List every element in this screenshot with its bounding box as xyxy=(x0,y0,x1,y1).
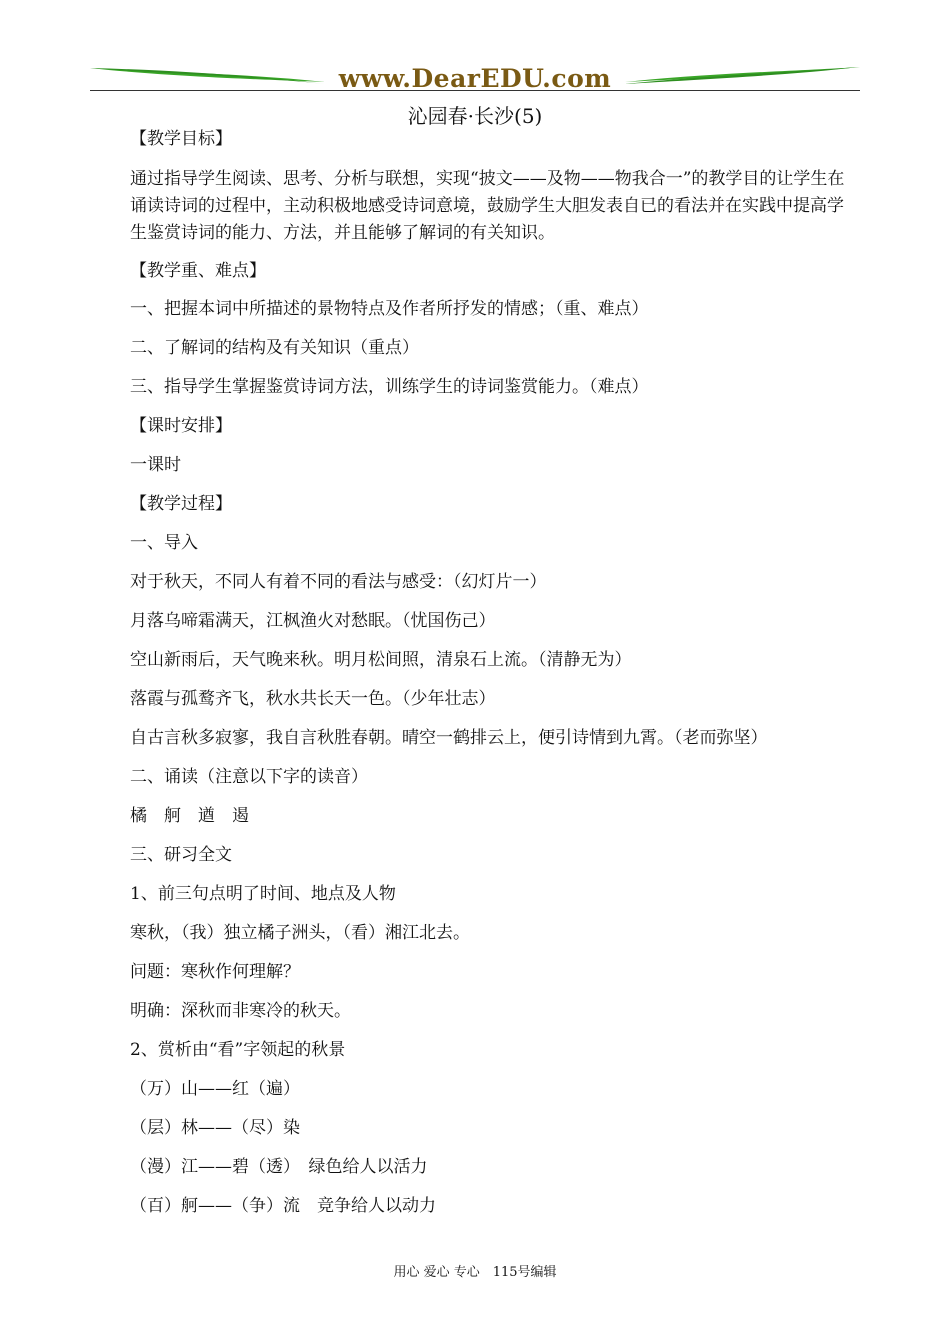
scene-line: （漫）江——碧（透） 绿色给人以活力 xyxy=(130,1157,428,1177)
text-line: 2、赏析由“看”字领起的秋景 xyxy=(130,1040,346,1060)
schedule-text: 一课时 xyxy=(130,455,181,475)
question-line: 问题：寒秋作何理解？ xyxy=(130,962,300,982)
goals-paragraph xyxy=(130,166,860,247)
key-point-3: 三、指导学生掌握鉴赏诗词方法，训练学生的诗词鉴赏能力。（难点） xyxy=(130,377,649,397)
text-line: 对于秋天，不同人有着不同的看法与感受：（幻灯片一） xyxy=(130,572,547,592)
section-heading-key-points: 【教学重、难点】 xyxy=(130,261,266,281)
section-heading-goals: 【教学目标】 xyxy=(130,129,232,149)
text-line: 1、前三句点明了时间、地点及人物 xyxy=(130,884,396,904)
scene-line: （万）山——红（遍） xyxy=(130,1079,300,1099)
document-title: 沁园春·长沙(5) xyxy=(407,104,543,128)
process-step-intro: 一、导入 xyxy=(130,533,198,553)
poem-line: 落霞与孤鹜齐飞，秋水共长天一色。（少年壮志） xyxy=(130,689,496,709)
section-heading-schedule: 【课时安排】 xyxy=(130,416,232,436)
process-step-recite: 二、诵读（注意以下字的读音） xyxy=(130,767,368,787)
scene-line: （层）林——（尽）染 xyxy=(130,1118,300,1138)
goals-paragraph-text: 通过指导学生阅读、思考、分析与联想，实现“披文——及物——物我合一”的教学目的让学生在诵读诗词的过程中，主动积极地感受诗词意境，鼓励学生大胆发表自已的看法并在实践中提高学生鉴赏诗词的能力、方法，并且能够了解词的有关知识。 xyxy=(130,169,845,243)
process-step-study: 三、研习全文 xyxy=(130,845,232,865)
poem-line: 月落乌啼霜满天，江枫渔火对愁眠。（忧国伤己） xyxy=(130,611,496,631)
key-point-1: 一、把握本词中所描述的景物特点及作者所抒发的情感；（重、难点） xyxy=(130,299,649,319)
poem-line: 空山新雨后，天气晚来秋。明月松间照，清泉石上流。（清静无为） xyxy=(130,650,632,670)
text-line: 寒秋，（我）独立橘子洲头，（看）湘江北去。 xyxy=(130,923,470,943)
key-point-2: 二、了解词的结构及有关知识（重点） xyxy=(130,338,419,358)
answer-line: 明确：深秋而非寒冷的秋天。 xyxy=(130,1001,351,1021)
section-heading-process: 【教学过程】 xyxy=(130,494,232,514)
site-logo[interactable]: www.DearEDU.com xyxy=(338,64,612,93)
page-footer: 用心 爱心 专心 115号编辑 xyxy=(393,1265,557,1280)
poem-line: 自古言秋多寂寥，我自言秋胜春朝。晴空一鹤排云上，便引诗情到九霄。（老而弥坚） xyxy=(130,728,768,748)
site-header xyxy=(90,62,860,98)
pronunciation-chars: 橘 舸 遒 遏 xyxy=(130,806,249,826)
header-divider xyxy=(90,90,860,91)
scene-line: （百）舸——（争）流 竞争给人以动力 xyxy=(130,1196,436,1216)
